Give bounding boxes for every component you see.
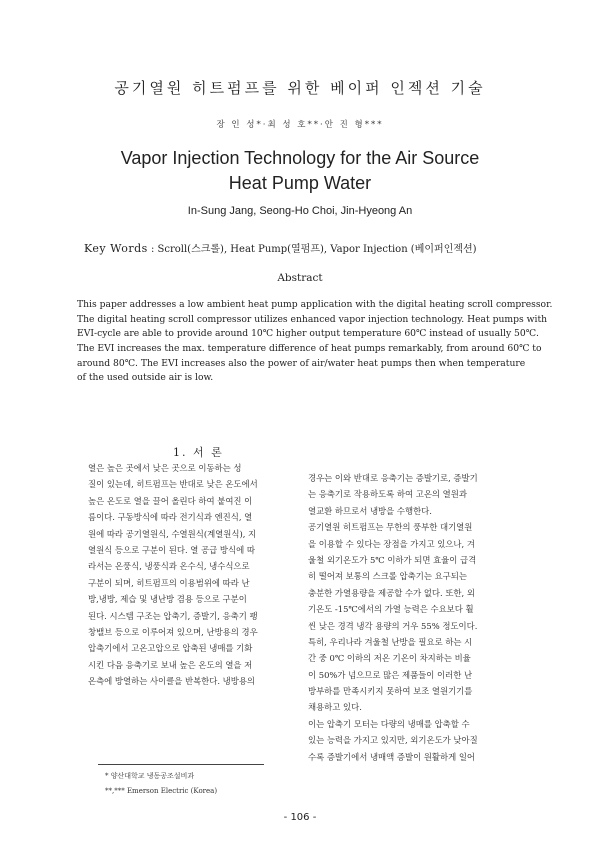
english-authors: In-Sung Jang, Seong-Ho Choi, Jin-Hyeong An: [187, 205, 413, 217]
body-line: 울철 외기온도가 5℃ 이하가 되면 효율이 급격: [308, 554, 477, 565]
body-line: 열은 높은 곳에서 낮은 곳으로 이동하는 성: [88, 463, 242, 473]
body-line: 는 응축기로 작용하도록 하여 고온의 열원과: [308, 489, 467, 500]
body-line: 창밸브 등으로 이루어져 있으며, 난방용의 경우: [88, 626, 258, 637]
body-line: 충분한 가열용량을 제공할 수가 없다. 또한, 외: [308, 587, 475, 598]
body-line: 구분이 되며, 히트펌프의 이용범위에 따라 난: [88, 577, 250, 588]
korean-authors: 장 인 성*·최 성 호**·안 진 형***: [216, 120, 384, 130]
english-title-line1: Vapor Injection Technology for the Air Source: [120, 148, 480, 168]
body-line: 높은 온도로 열을 끌어 올린다 하여 붙여진 이: [88, 495, 253, 506]
body-column-left: [88, 460, 290, 689]
abstract-line: This paper addresses a low ambient heat pump application with the digital heating scroll compressor.: [77, 299, 553, 310]
abstract-line: The digital heating scroll compressor utilizes enhanced vapor injection technology. Heat pumps with: [77, 313, 548, 325]
keywords-label: Key Words: [84, 242, 148, 255]
body-line: 수록 증발기에서 냉매액 증발이 원활하게 일어: [308, 751, 476, 762]
body-line: 기온도 -15℃에서의 가열 능력은 수요보다 훨: [308, 604, 474, 615]
keywords: [84, 240, 477, 255]
body-line: 라서는 온풍식, 냉풍식과 온수식, 냉수식으로: [88, 561, 250, 572]
body-line: 압축기에서 고온고압으로 압축된 냉매를 기화: [88, 643, 253, 654]
abstract-line: The EVI increases the max. temperature difference of heat pumps remarkably, from around 60℃ to: [77, 343, 542, 355]
footnote-affiliation-1: * 양산대학교 냉동공조설비과: [105, 772, 195, 780]
body-line: 열원식 등으로 구분이 된다. 열 공급 방식에 따: [88, 544, 255, 555]
body-line: 있는 능력을 가지고 있지만, 외기온도가 낮아질: [308, 735, 478, 746]
keywords-text: Scroll(스크롤), Heat Pump(열펌프), Vapor Injection (베이퍼인젝션): [157, 244, 477, 255]
body-line: 된다. 시스템 구조는 압축기, 증발기, 응축기 팽: [88, 610, 258, 621]
body-line: 경우는 이와 반대로 응축기는 증발기로, 증발기: [308, 473, 478, 483]
body-line: 간 중 0℃ 이하의 저온 기온이 차지하는 비율: [308, 653, 471, 664]
abstract-heading: Abstract: [277, 272, 323, 284]
body-line: 원에 따라 공기열원식, 수열원식(계열원식), 지: [88, 528, 257, 539]
english-title: [0, 146, 600, 196]
footnote-divider: [98, 764, 264, 765]
abstract-body: [77, 298, 553, 386]
body-line: 이는 압축기 모터는 다량의 냉매를 압축할 수: [308, 718, 470, 729]
english-title-line2: Heat Pump Water: [228, 173, 372, 193]
body-line: 열교환 하므로서 냉방을 수행한다.: [308, 505, 432, 516]
body-line: 특히, 우리나라 겨울철 난방을 필요로 하는 시: [308, 636, 473, 647]
body-line: 히 떨어져 보통의 스크롤 압축기는 요구되는: [308, 571, 467, 582]
body-line: 방부하를 만족시키지 못하여 보조 열원기기를: [308, 686, 473, 697]
body-line: 시킨 다음 응축기로 보내 높은 온도의 열을 저: [88, 659, 253, 670]
body-line: 름이다. 구동방식에 따라 전기식과 엔진식, 열: [88, 512, 253, 523]
body-line: 방,냉방, 제습 및 냉난방 겸용 등으로 구분이: [88, 594, 247, 605]
abstract-line: of the used outside air is low.: [77, 372, 214, 384]
body-line: 채용하고 있다.: [308, 702, 362, 713]
body-column-right: [308, 470, 522, 765]
abstract-line: EVI-cycle are able to provide around 10℃ higher output temperature 60℃ instead of usually 50℃.: [77, 328, 539, 340]
body-line: 공기열원 히트펌프는 무한의 풍부한 대기열원: [308, 522, 473, 533]
abstract-line: around 80℃. The EVI increases also the power of air/water heat pumps then when temperature: [77, 357, 526, 369]
body-line: 온측에 방열하는 사이클을 반복한다. 냉방용의: [88, 676, 256, 687]
body-line: 씬 낮은 경격 냉각 용량의 거우 55% 정도이다.: [308, 620, 478, 631]
korean-title: 공기열원 히트펌프를 위한 베이퍼 인젝션 기술: [114, 79, 486, 97]
footnote-affiliation-2: **,*** Emerson Electric (Korea): [105, 787, 218, 795]
body-line: 이 50%가 넘으므로 많은 제품들이 이러한 난: [308, 669, 473, 680]
section-heading: 1. 서 론: [173, 446, 224, 459]
keywords-separator: :: [147, 244, 158, 255]
body-line: 질이 있는데, 히트펌프는 반대로 낮은 온도에서: [88, 479, 258, 490]
body-line: 을 이용할 수 있다는 장점을 가지고 있으나, 겨: [308, 538, 475, 549]
page-number: - 106 -: [283, 812, 317, 823]
